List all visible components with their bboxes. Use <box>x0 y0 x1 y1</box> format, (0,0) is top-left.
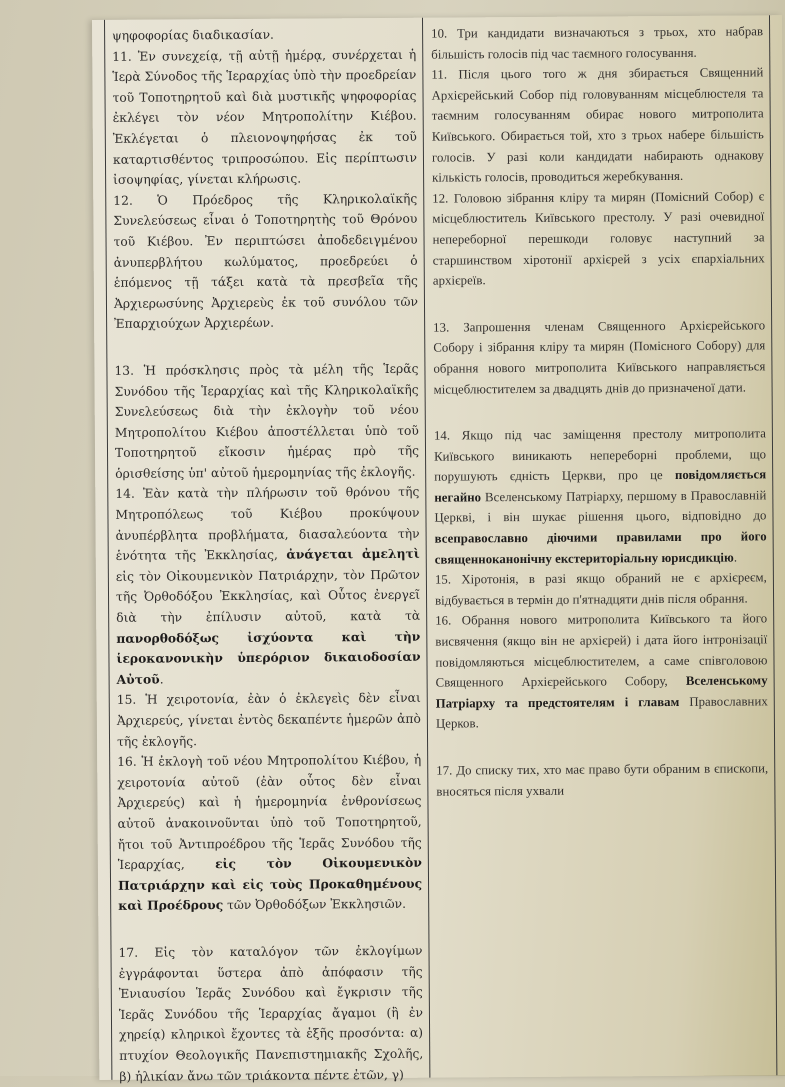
document-page <box>92 15 785 1084</box>
ukrainian-paragraph-16 <box>435 609 768 735</box>
ukrainian-paragraph-11: 11. Після цього того ж дня збирається Священний Архієрейський Собор під головуванням місцеблюстеля та таємним голосуванням обирає нового митрополита Київського. Обирається той, хто з трьох набере більшість голосів. У разі коли кандидати набирають однакову кількість голосів, проводиться жеребкування. <box>431 65 765 185</box>
ukrainian-column <box>423 15 776 1077</box>
greek-paragraph-16 <box>117 750 422 917</box>
greek-p16-text-a: 16. Ἡ ἐκλογὴ τοῦ νέου Μητροπολίτου Κιέβου, ἡ χειροτονία αὐτοῦ (ἐὰν οὗτος δὲν εἶναι Ἀρχιερεύς) καὶ ἡ ἡμερομηνία ἐνθρονίσεως αὐτοῦ ἀνακοινοῦνται ὑπὸ τοῦ Τοποτηρητοῦ, ἤτοι τοῦ Ἀντιπροέδρου τῆς Ἱερᾶς Συνόδου τῆς Ἱεραρχίας, <box>117 752 422 872</box>
greek-paragraph-17: 17. Εἰς τὸν καταλόγον τῶν ἐκλογίμων ἐγγράφονται ὕστερα ἀπὸ ἀπόφασιν τῆς Ἐνιαυσίου Ἱερᾶς Συνόδου καὶ ἔγκρισιν τῆς Ἱερᾶς Συνόδου τῆς Ἱεραρχίας ἄγαμοι (ἢ ἐν χηρείᾳ) κληρικοὶ ἔχοντες τὰ ἑξῆς προσόντα: α) πτυχίον Θεολογικῆς Πανεπιστημιακῆς Σχολῆς, β) ἡλικίαν ἄνω τῶν τριάκοντα πέντε ἐτῶν, γ) <box>118 943 424 1084</box>
ukr-p16-text-b: Православних Церков. <box>435 694 768 732</box>
greek-p14-bold-b: πανορθοδόξως ἰσχύοντα καὶ τὴν ἱεροκανονικὴν ὑπερόριον δικαιοδοσίαν Αὐτοῦ <box>116 628 421 687</box>
ukr-p16-text-a: 16. Обрання нового митрополита Київського та його висвячення (якщо він не архієрей) і дата його інтронізації повідомляються місцеблюстителем, а саме співголовою Священного Архієрейського Собору, <box>435 611 768 690</box>
greek-paragraph-15: 15. Ἡ χειροτονία, ἐὰν ὁ ἐκλεγεὶς δὲν εἶναι Ἀρχιερεύς, γίνεται ἐντὸς δεκαπέντε ἡμερῶν ἀπὸ τῆς ἐκλογῆς. <box>116 691 421 749</box>
ukr-p14-bold-a: повідомляється негайно <box>434 467 767 505</box>
spacer <box>114 333 418 361</box>
ukr-p14-text-c: . <box>733 550 738 565</box>
ukrainian-paragraph-14 <box>434 423 767 569</box>
spacer <box>118 915 422 943</box>
greek-paragraph-12: 12. Ὁ Πρόεδρος τῆς Κληρικολαϊκῆς Συνελεύσεως εἶναι ὁ Τοποτηρητὴς τοῦ Θρόνου τοῦ Κιέβου. Ἐν περιπτώσει ἀποδεδειγμένου ἀνυπερβλήτου κωλύματος, προεδρεύει ὁ ἑπόμενος τῇ τάξει κατὰ τὰ πρεσβεῖα τῆς Ἀρχιερωσύνης Ἀρχιερεὺς ἐκ τοῦ συνόλου τῶν Ἐπαρχιούχων Ἀρχιερέων. <box>113 191 419 332</box>
ukr-p14-text-a: 14. Якщо під час заміщення престолу митрополита Київського виникають непереборні проблеми, що порушують єдність Церкви, про це <box>433 426 767 484</box>
ukrainian-paragraph-10: 10. Три кандидати визначаються з трьох, хто набрав більшість голосів під час таємного голосування. <box>431 24 764 62</box>
greek-paragraph-13: 13. Ἡ πρόσκλησις πρὸς τὰ μέλη τῆς Ἱερᾶς Συνόδου τῆς Ἱεραρχίας καὶ τῆς Κληρικολαϊκῆς Συνελεύσεως διὰ τὴν ἐκλογὴν τοῦ νέου Μητροπολίτου Κιέβου ἀποστέλλεται ὑπὸ τοῦ Τοποτηρητοῦ εἴκοσιν ἡμέρας πρὸ τῆς ὁρισθείσης ὑπ' αὐτοῦ ἡμερομηνίας τῆς ἐκλογῆς. <box>114 361 420 481</box>
spacer <box>433 289 765 317</box>
ukr-p14-bold-b: всеправославно діючими правилами про його священноканонічну екстериторіальну юрисдикцію <box>434 529 767 567</box>
spacer <box>434 397 766 425</box>
greek-paragraph-10-end: ψηφοφορίας διαδικασίαν. <box>112 27 274 43</box>
ukrainian-paragraph-15: 15. Хіротонія, в разі якщо обраний не є архієреєм, відбувається в термін до п'ятнадцяти днів після обрання. <box>434 570 767 608</box>
greek-p14-text-b: εἰς τὸν Οἰκουμενικὸν Πατριάρχην, τὸν Πρῶτον τῆς Ὀρθοδόξου Ἐκκλησίας, καὶ Οὗτος ἐνεργεῖ διὰ τὴν ἐπίλυσιν αὐτοῦ, κατὰ τὰ <box>115 567 421 625</box>
bilingual-table <box>104 15 777 1084</box>
ukr-p16-bold: Вселенському Патріарху та предстоятелям і главам <box>435 673 768 711</box>
ukrainian-paragraph-13: 13. Запрошення членам Священного Архієрейського Собору і зібрання кліру та мирян (Помісного Собору) для обрання нового митрополита Київського направляється місцеблюстителем за двадцять днів до призначеної дати. <box>433 318 766 397</box>
greek-paragraph-14 <box>115 482 420 690</box>
greek-p14-bold-a: ἀνάγεται ἀμελητὶ <box>286 545 420 562</box>
ukrainian-paragraph-12: 12. Головою зібрання кліру та мирян (Помісний Собор) є місцеблюститель Київського престолу. У разі очевидної непереборної перешкоди головує наступний за старшинством хіротонії архієрей з усіх єпархіальних архієреїв. <box>432 189 765 288</box>
greek-column <box>105 18 430 1084</box>
greek-p16-text-b: τῶν Ὀρθοδόξων Ἐκκλησιῶν. <box>223 897 407 913</box>
ukr-p14-text-b: Вселенському Патріарху, першому в Православній Церкві, і він шукає рішення цього, відповідно до <box>434 488 767 526</box>
greek-p16-bold: εἰς τὸν Οἰκουμενικὸν Πατριάρχην καὶ εἰς τοὺς Προκαθημένους καὶ Προέδρους <box>117 854 423 914</box>
greek-p14-text-a: 14. Ἐὰν κατὰ τὴν πλήρωσιν τοῦ θρόνου τῆς Μητροπόλεως τοῦ Κιέβου προκύψουν ἀνυπέρβλητα προβλήματα, διασαλεύοντα τὴν ἑνότητα τῆς Ἐκκλησίας, <box>115 485 420 564</box>
ukrainian-paragraph-17: 17. До списку тих, хто має право бути обраним в єпископи, вносяться після ухвали <box>436 761 769 799</box>
spacer <box>436 732 768 760</box>
greek-p14-text-c: . <box>159 672 164 687</box>
greek-paragraph-11: 11. Ἐν συνεχείᾳ, τῇ αὐτῇ ἡμέρᾳ, συνέρχεται ἡ Ἱερὰ Σύνοδος τῆς Ἱεραρχίας ὑπὸ τὴν προεδρείαν τοῦ Τοποτηρητοῦ καὶ διὰ μυστικῆς ψηφοφορίας ἐκλέγει τὸν νέον Μητροπολίτην Κιέβου. Ἐκλέγεται ὁ πλειονοψηφήσας ἐκ τοῦ καταρτισθέντος τριπροσώπου. Εἰς περίπτωσιν ἰσοψηφίας, γίνεται κλήρωσις. <box>112 47 418 188</box>
